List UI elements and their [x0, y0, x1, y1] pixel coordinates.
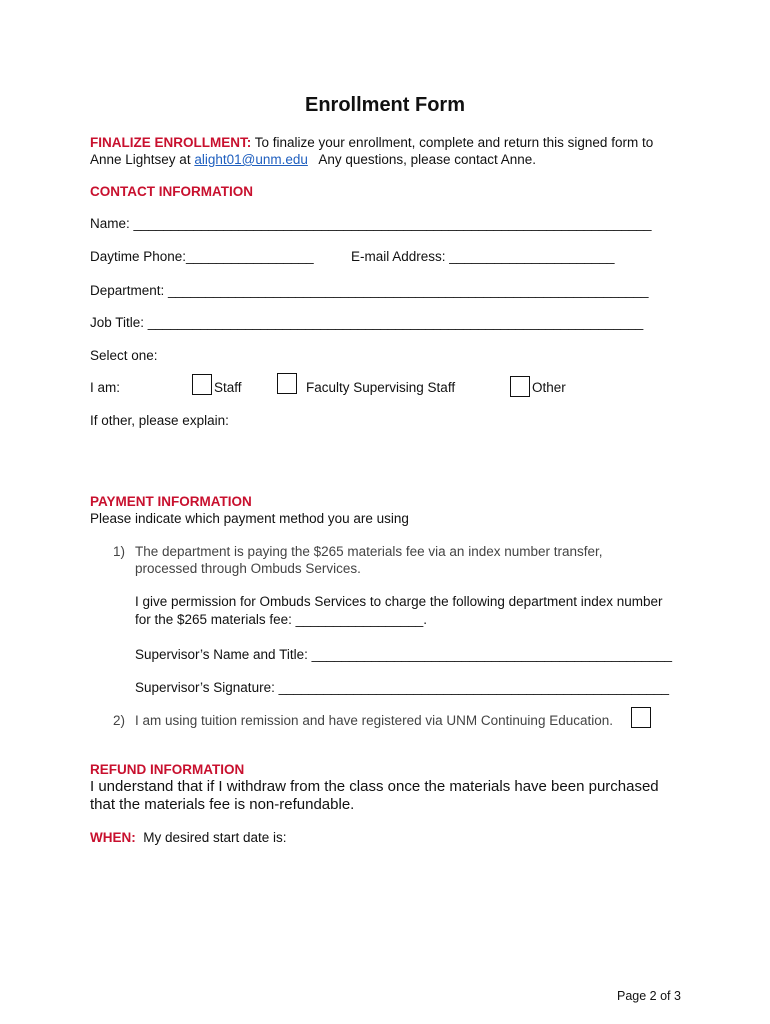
item-2-text: I am using tuition remission and have registered via UNM Continuing Education.	[135, 713, 613, 728]
contact-heading: CONTACT INFORMATION	[90, 184, 253, 199]
page-title: Enrollment Form	[304, 94, 465, 116]
finalize-text-2-suffix: Any questions, please contact Anne.	[307, 152, 537, 167]
index-number-field[interactable]: for the $265 materials fee: _________________.	[135, 612, 427, 627]
payment-heading: PAYMENT INFORMATION	[90, 494, 252, 509]
email-field[interactable]: E-mail Address: ______________________	[351, 249, 615, 264]
finalize-line-2	[90, 151, 536, 168]
staff-checkbox[interactable]	[192, 374, 212, 395]
when-label: WHEN:	[90, 830, 136, 845]
select-one-label: Select one:	[90, 348, 158, 363]
email-link[interactable]: alight01@unm.edu	[194, 152, 308, 167]
staff-option-label: Staff	[214, 380, 242, 395]
finalize-text-1: To finalize your enrollment, complete and return this signed form to	[251, 135, 654, 150]
phone-field[interactable]: Daytime Phone:_________________	[90, 249, 314, 264]
tuition-remission-checkbox[interactable]	[631, 707, 651, 728]
permission-line-1: I give permission for Ombuds Services to charge the following department index number	[135, 594, 663, 609]
i-am-label: I am:	[90, 380, 121, 395]
other-checkbox[interactable]	[510, 376, 530, 397]
page-number: Page 2 of 3	[617, 989, 681, 1003]
faculty-option-label: Faculty Supervising Staff	[306, 380, 456, 395]
other-explain-label: If other, please explain:	[90, 413, 229, 428]
job-title-field[interactable]: Job Title: __________________________________________________________________	[90, 315, 644, 330]
finalize-text-2-prefix: Anne Lightsey at	[90, 152, 195, 167]
finalize-line-1	[90, 134, 653, 151]
finalize-label: FINALIZE ENROLLMENT:	[90, 135, 252, 150]
refund-heading: REFUND INFORMATION	[90, 762, 245, 777]
department-field[interactable]: Department: ________________________________________________________________	[90, 283, 649, 298]
item-1-line-2: processed through Ombuds Services.	[135, 561, 361, 576]
item-1-number: 1)	[113, 544, 126, 559]
other-option-label: Other	[532, 380, 566, 395]
supervisor-signature-field[interactable]: Supervisor’s Signature: ____________________________________________________	[135, 680, 669, 695]
faculty-checkbox[interactable]	[277, 373, 297, 394]
refund-line-2: that the materials fee is non-refundable.	[90, 796, 355, 813]
when-text: My desired start date is:	[135, 830, 287, 845]
payment-intro: Please indicate which payment method you are using	[90, 511, 409, 526]
when-line	[90, 829, 287, 846]
item-1-line-1: The department is paying the $265 materials fee via an index number transfer,	[135, 544, 603, 559]
name-field[interactable]: Name: _____________________________________________________________________	[90, 216, 652, 231]
item-2-number: 2)	[113, 713, 126, 728]
refund-line-1: I understand that if I withdraw from the class once the materials have been purchased	[90, 778, 659, 795]
supervisor-name-field[interactable]: Supervisor’s Name and Title: ________________________________________________	[135, 647, 672, 662]
